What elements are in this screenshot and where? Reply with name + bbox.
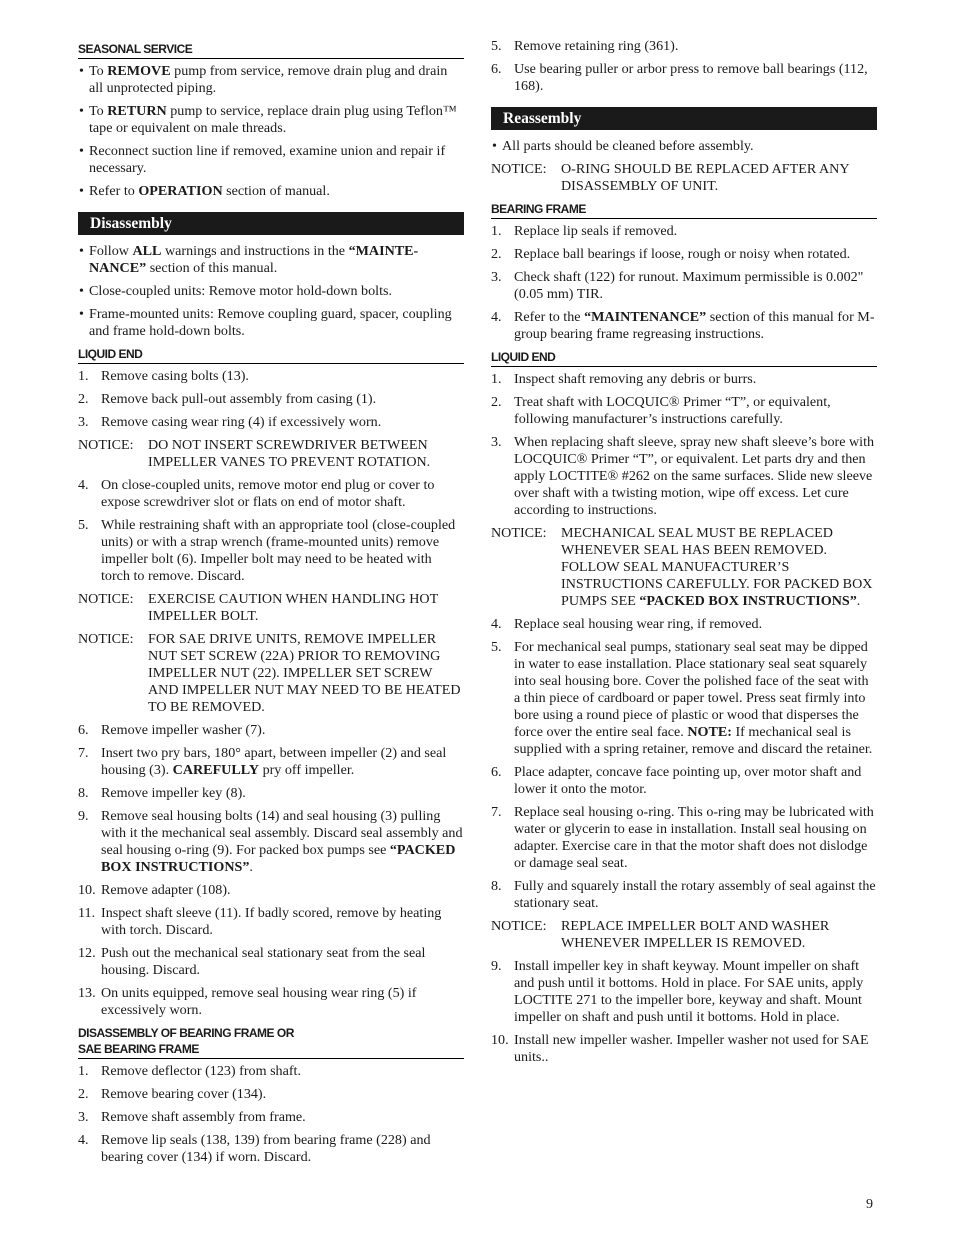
step-text: Remove lip seals (138, 139) from bearing frame (228) and bearing cover (134) if worn. Discard. <box>101 1132 431 1165</box>
notice: NOTICE: REPLACE IMPELLER BOLT AND WASHER WHENEVER IMPELLER IS REMOVED. <box>491 918 830 951</box>
bearing-disassembly-steps-cont <box>491 38 877 95</box>
numbered-step <box>78 945 464 979</box>
step-text: Insert two pry bars, 180° apart, between impeller (2) and seal housing (3). CAREFULLY pry off impeller. <box>101 745 447 778</box>
step-text: Remove retaining ring (361). <box>514 38 679 54</box>
numbered-step <box>491 639 877 758</box>
step-number: 4. <box>491 616 502 632</box>
step-text: Refer to the “MAINTENANCE” section of this manual for M-group bearing frame regreasing instructions. <box>514 309 875 342</box>
numbered-step <box>491 394 877 428</box>
step-number: 1. <box>491 223 502 239</box>
numbered-step <box>78 1063 464 1080</box>
notice: NOTICE: FOR SAE DRIVE UNITS, REMOVE IMPELLER NUT SET SCREW (22A) PRIOR TO REMOVING IMPELLER NUT (22). IMPELLER SET SCREW AND IMPELLER NUT MAY NEED TO BE HEATED TO BE REMOVED. <box>78 631 461 715</box>
step-number: 4. <box>491 309 502 325</box>
step-text: Remove casing wear ring (4) if excessively worn. <box>101 414 382 430</box>
numbered-step <box>78 808 464 876</box>
numbered-step <box>78 905 464 939</box>
bullet-item: • Frame-mounted units: Remove coupling guard, spacer, coupling and frame hold-down bolts. <box>78 306 464 340</box>
step-text: Install impeller key in shaft keyway. Mount impeller on shaft and push until it bottoms. Hold in place. For SAE units, apply LOCTITE 271 to the impeller bore, keyway and shaft. Mount impeller on shaft and push until it bottoms. Hold in place. <box>514 958 864 1025</box>
step-number: 11. <box>78 905 96 921</box>
step-text: Replace seal housing o-ring. This o-ring may be lubricated with water or glycerin to ease in installation. Install seal housing on adapter. Exercise care in that the motor shaft does not dislodge or damage seal seat. <box>514 804 874 871</box>
bullet-item: • To REMOVE pump from service, remove drain plug and drain all unprotected piping. <box>78 63 464 97</box>
numbered-step <box>491 223 877 240</box>
step-text: Replace seal housing wear ring, if removed. <box>514 616 763 632</box>
liquid-end-steps-b <box>78 477 464 585</box>
step-text: Replace lip seals if removed. <box>514 223 678 239</box>
bullet-item: • Follow ALL warnings and instructions in the “MAINTE-NANCE” section of this manual. <box>78 243 464 277</box>
bullet-item: • Close-coupled units: Remove motor hold-down bolts. <box>78 283 464 300</box>
notice: NOTICE: DO NOT INSERT SCREWDRIVER BETWEEN IMPELLER VANES TO PREVENT ROTATION. <box>78 437 431 470</box>
step-text: Remove deflector (123) from shaft. <box>101 1063 301 1079</box>
numbered-step <box>78 785 464 802</box>
step-text: On close-coupled units, remove motor end plug or cover to expose screwdriver slot or flats on end of motor shaft. <box>101 477 435 510</box>
step-number: 13. <box>78 985 96 1001</box>
numbered-step <box>491 804 877 872</box>
step-text: Inspect shaft removing any debris or burrs. <box>514 371 757 387</box>
step-text: Place adapter, concave face pointing up, over motor shaft and lower it onto the motor. <box>514 764 862 797</box>
step-text: For mechanical seal pumps, stationary seal seat may be dipped in water to ease installation. Place stationary seal seat squarely into seal housing bore. Cover the polished face of the seat with a thin piece of cardboard or paper towel. Press seat firmly into bore using a round piece of plastic or wood that disperses the force over the entire seal face. NOTE: If mechanical seal is supplied with a spring retainer, remove and discard the retainer. <box>514 639 873 757</box>
step-number: 3. <box>491 269 502 285</box>
step-text: Remove casing bolts (13). <box>101 368 249 384</box>
bearing-frame-disassembly-heading: DISASSEMBLY OF BEARING FRAME OR SAE BEARING FRAME <box>78 1025 464 1059</box>
numbered-step <box>491 246 877 263</box>
notice: NOTICE: MECHANICAL SEAL MUST BE REPLACED WHENEVER SEAL HAS BEEN REMOVED. FOLLOW SEAL MANUFACTURER’S INSTRUCTIONS CAREFULLY. FOR PACKED BOX PUMPS SEE “PACKED BOX INSTRUCTIONS”. <box>491 525 873 609</box>
seasonal-list <box>78 63 464 200</box>
step-number: 3. <box>491 434 502 450</box>
step-number: 6. <box>491 61 502 77</box>
numbered-step <box>78 985 464 1019</box>
step-number: 10. <box>491 1032 509 1048</box>
step-text: Push out the mechanical seal stationary seat from the seal housing. Discard. <box>101 945 426 978</box>
numbered-step <box>491 764 877 798</box>
step-text: Check shaft (122) for runout. Maximum permissible is 0.002" (0.05 mm) TIR. <box>514 269 864 302</box>
step-number: 3. <box>78 1109 89 1125</box>
step-number: 10. <box>78 882 96 898</box>
step-text: When replacing shaft sleeve, spray new shaft sleeve’s bore with LOCQUIC® Primer “T”, or equivalent. Let parts dry and then apply LOCTITE® #262 on the same surfaces. Slide new sleeve over shaft with a twisting motion, wipe off excess. Let cure according to instructions. <box>514 434 875 518</box>
step-number: 6. <box>78 722 89 738</box>
step-text: Remove bearing cover (134). <box>101 1086 267 1102</box>
step-text: Remove impeller key (8). <box>101 785 246 801</box>
step-text: Remove shaft assembly from frame. <box>101 1109 306 1125</box>
step-number: 5. <box>491 38 502 54</box>
step-number: 12. <box>78 945 96 961</box>
numbered-step <box>491 1032 877 1066</box>
step-text: Treat shaft with LOCQUIC® Primer “T”, or equivalent, following manufacturer’s instructions carefully. <box>514 394 831 427</box>
numbered-step <box>78 1086 464 1103</box>
step-text: Use bearing puller or arbor press to remove ball bearings (112, 168). <box>514 61 868 94</box>
left-column <box>78 36 464 1172</box>
notice: NOTICE: EXERCISE CAUTION WHEN HANDLING HOT IMPELLER BOLT. <box>78 591 438 624</box>
step-number: 9. <box>78 808 89 824</box>
step-number: 8. <box>491 878 502 894</box>
numbered-step <box>78 477 464 511</box>
bearing-frame-heading: BEARING FRAME <box>491 201 877 219</box>
step-text: On units equipped, remove seal housing wear ring (5) if excessively worn. <box>101 985 417 1018</box>
bearing-frame-steps <box>491 223 877 343</box>
step-number: 6. <box>491 764 502 780</box>
numbered-step <box>78 517 464 585</box>
numbered-step <box>491 38 877 55</box>
step-number: 3. <box>78 414 89 430</box>
bearing-disassembly-steps <box>78 1063 464 1166</box>
bullet-item: • To RETURN pump to service, replace drain plug using Teflon™ tape or equivalent on male threads. <box>78 103 464 137</box>
numbered-step <box>491 616 877 633</box>
numbered-step <box>491 958 877 1026</box>
step-number: 5. <box>491 639 502 655</box>
numbered-step <box>78 745 464 779</box>
right-column <box>491 36 877 1072</box>
liquid-end-reassembly-steps-c <box>491 958 877 1066</box>
step-text: Remove impeller washer (7). <box>101 722 266 738</box>
liquid-end-reassembly-steps-b <box>491 616 877 912</box>
notice: NOTICE: O-RING SHOULD BE REPLACED AFTER ANY DISASSEMBLY OF UNIT. <box>491 161 850 194</box>
step-text: Install new impeller washer. Impeller washer not used for SAE units.. <box>514 1032 869 1065</box>
disassembly-heading: Disassembly <box>78 212 464 235</box>
numbered-step <box>491 269 877 303</box>
numbered-step <box>491 309 877 343</box>
step-number: 7. <box>491 804 502 820</box>
disassembly-list <box>78 243 464 340</box>
numbered-step <box>491 878 877 912</box>
liquid-end-steps-a <box>78 368 464 431</box>
step-text: Remove seal housing bolts (14) and seal housing (3) pulling with it the mechanical seal assembly. Discard seal assembly and seal housing o-ring (9). For packed box pumps see “PACKED BOX INSTRUCTIONS”. <box>101 808 463 875</box>
page-number: 9 <box>866 1196 874 1212</box>
liquid-end-reassembly-steps-a <box>491 371 877 519</box>
step-number: 2. <box>491 246 502 262</box>
step-text: Replace ball bearings if loose, rough or noisy when rotated. <box>514 246 851 262</box>
numbered-step <box>491 434 877 519</box>
step-number: 5. <box>78 517 89 533</box>
numbered-step <box>78 391 464 408</box>
step-number: 1. <box>78 368 89 384</box>
numbered-step <box>78 414 464 431</box>
liquid-end-steps-c <box>78 722 464 1019</box>
reassembly-note: • All parts should be cleaned before assembly. <box>491 138 877 155</box>
step-text: While restraining shaft with an appropriate tool (close-coupled units) or with a strap wrench (frame-mounted units) remove impeller bolt (6). Impeller bolt may need to be heated with torch to remove. Discard. <box>101 517 456 584</box>
numbered-step <box>78 722 464 739</box>
bullet-item: • Reconnect suction line if removed, examine union and repair if necessary. <box>78 143 464 177</box>
numbered-step <box>78 1109 464 1126</box>
step-number: 7. <box>78 745 89 761</box>
seasonal-service-heading: SEASONAL SERVICE <box>78 41 464 59</box>
step-number: 2. <box>78 1086 89 1102</box>
step-text: Inspect shaft sleeve (11). If badly scored, remove by heating with torch. Discard. <box>101 905 442 938</box>
reassembly-heading: Reassembly <box>491 107 877 130</box>
step-number: 9. <box>491 958 502 974</box>
numbered-step <box>78 1132 464 1166</box>
numbered-step <box>78 368 464 385</box>
step-text: Fully and squarely install the rotary assembly of seal against the stationary seat. <box>514 878 876 911</box>
numbered-step <box>491 371 877 388</box>
step-number: 4. <box>78 477 89 493</box>
step-number: 1. <box>491 371 502 387</box>
step-number: 2. <box>491 394 502 410</box>
bullet-item: • Refer to OPERATION section of manual. <box>78 183 464 200</box>
liquid-end-heading: LIQUID END <box>78 346 464 364</box>
step-text: Remove back pull-out assembly from casing (1). <box>101 391 377 407</box>
step-number: 2. <box>78 391 89 407</box>
step-text: Remove adapter (108). <box>101 882 231 898</box>
step-number: 8. <box>78 785 89 801</box>
numbered-step <box>491 61 877 95</box>
step-number: 1. <box>78 1063 89 1079</box>
step-number: 4. <box>78 1132 89 1148</box>
liquid-end-heading: LIQUID END <box>491 349 877 367</box>
numbered-step <box>78 882 464 899</box>
